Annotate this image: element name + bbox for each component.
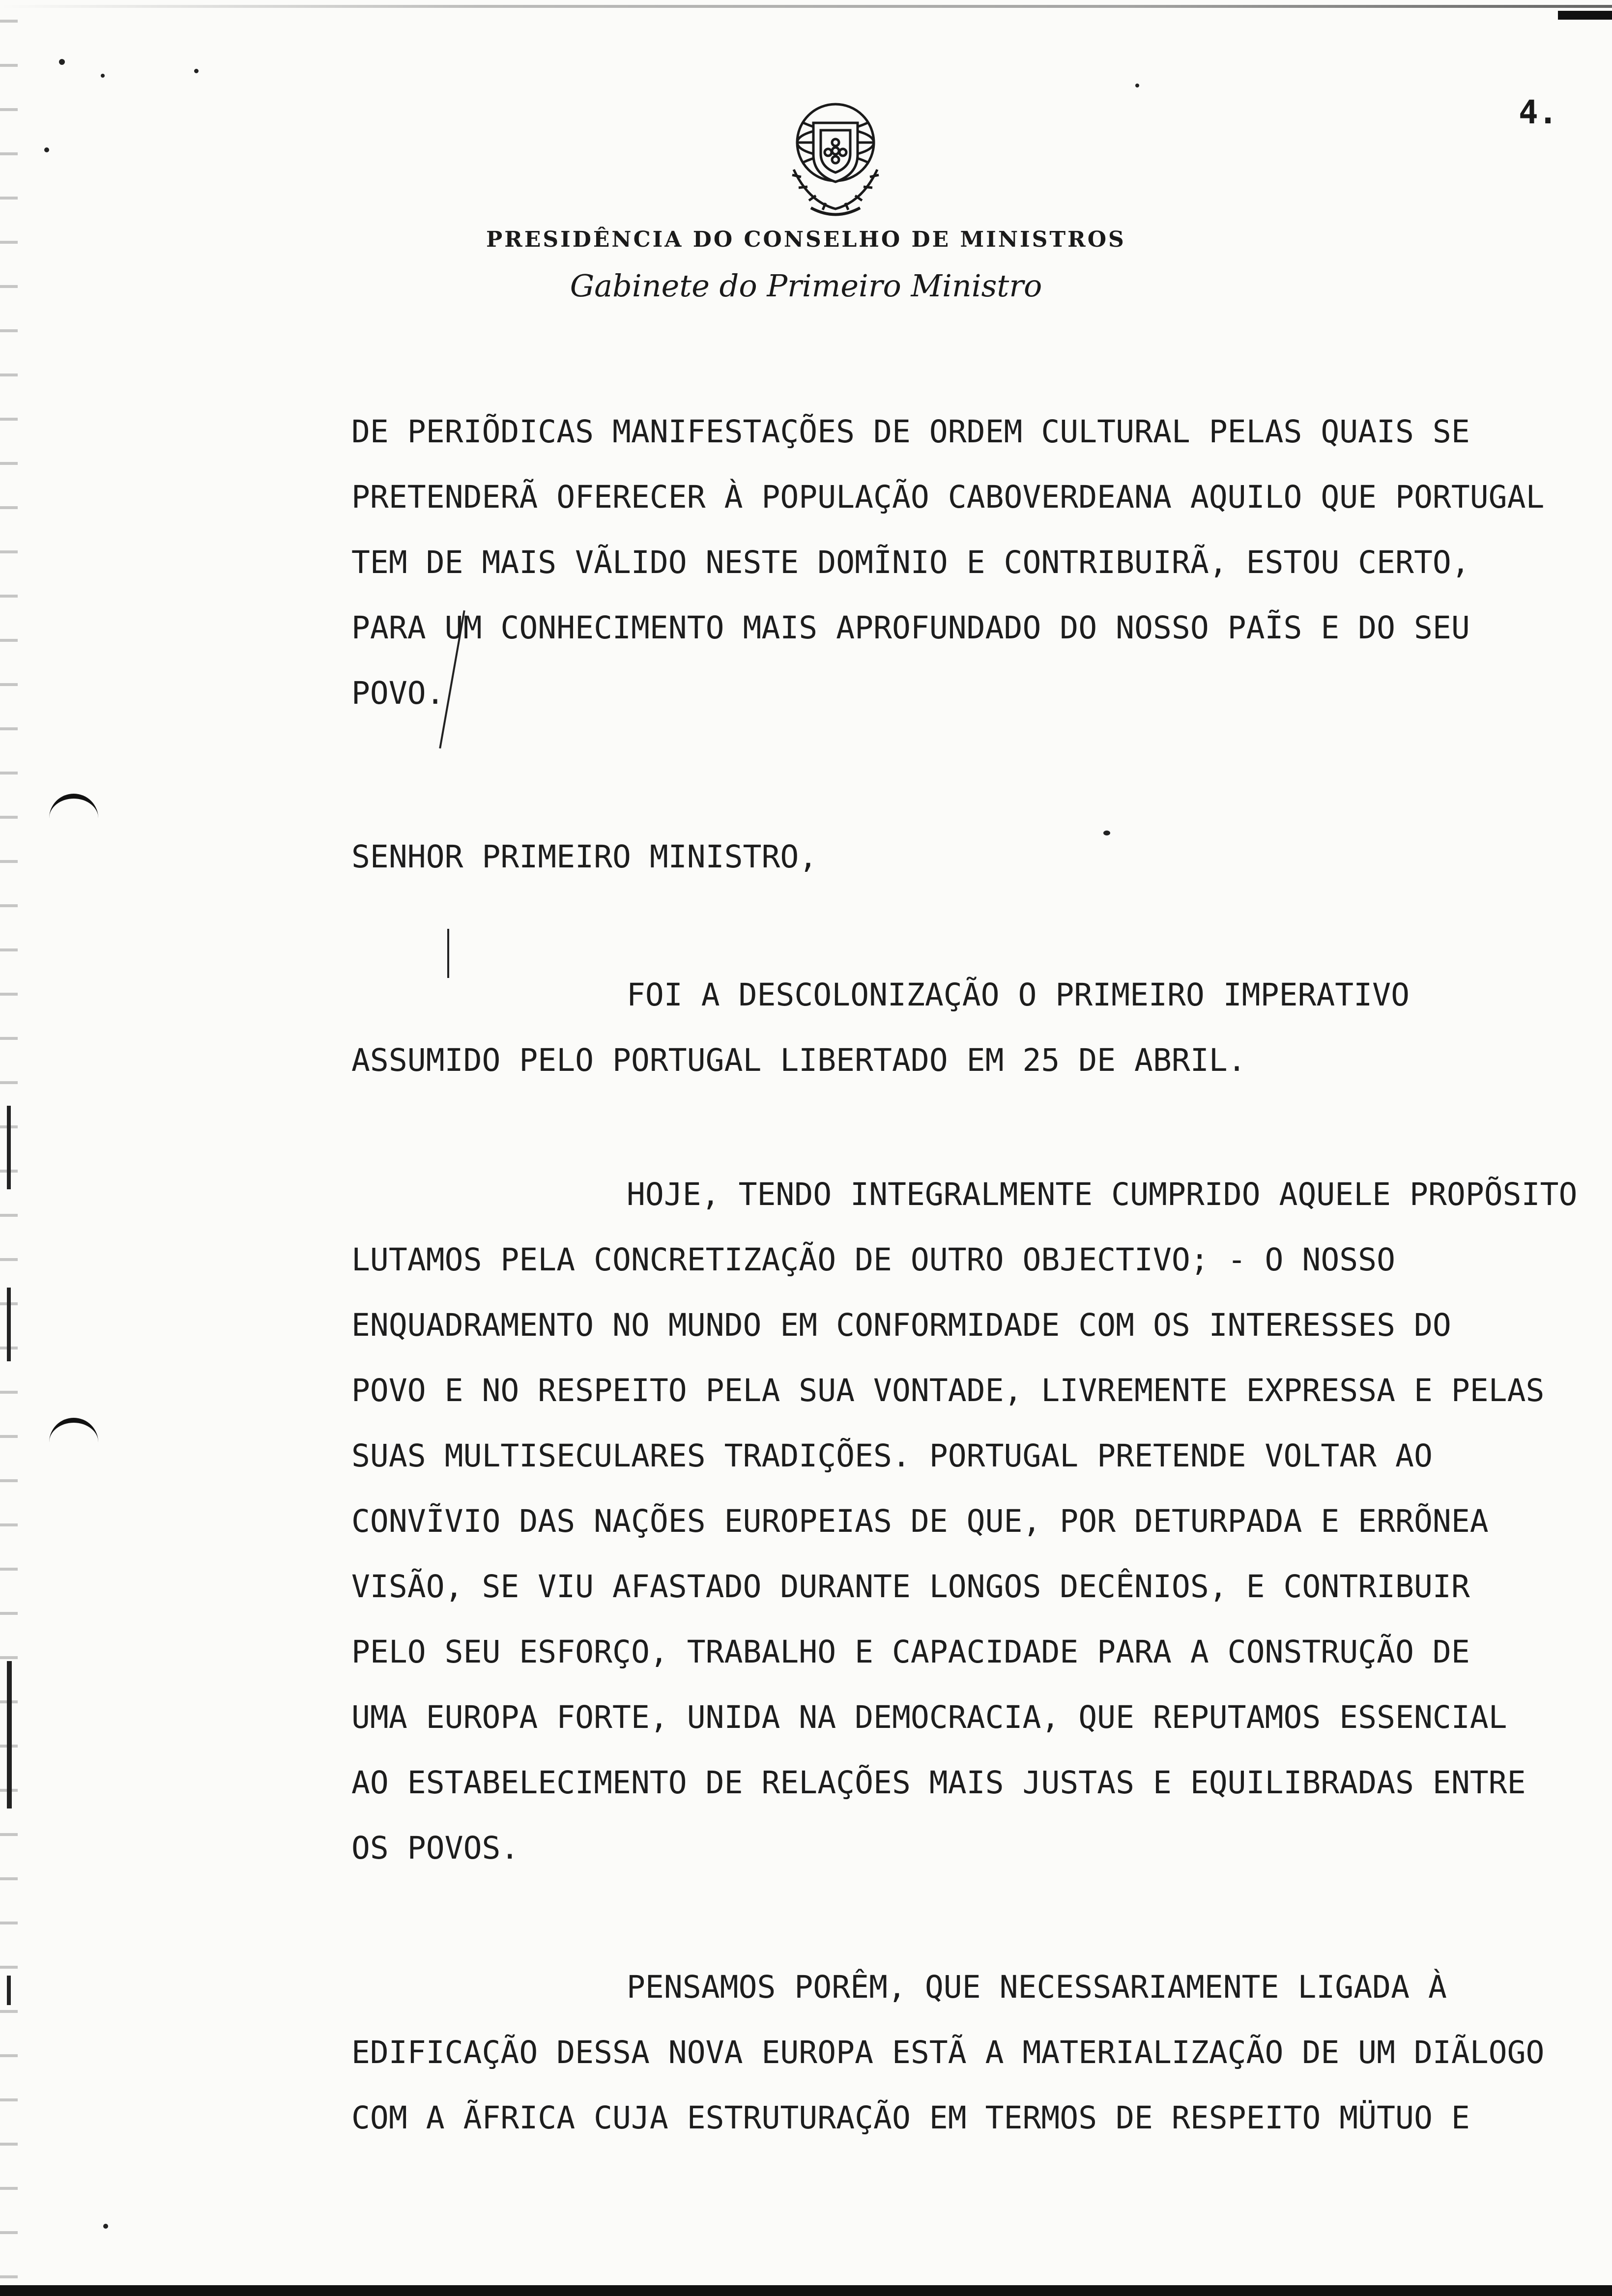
- punch-hole-mark: [49, 1418, 98, 1452]
- scan-speck: [101, 74, 105, 78]
- scan-speck: [1135, 84, 1139, 87]
- scan-left-bar: [7, 1106, 11, 1189]
- text-line: DE PERIÕDICAS MANIFESTAÇÕES DE ORDEM CULTURAL PELAS QUAIS SE: [351, 414, 1470, 450]
- text-line: EDIFICAÇÃO DESSA NOVA EUROPA ESTÃ A MATERIALIZAÇÃO DE UM DIÃLOGO: [351, 2035, 1545, 2070]
- text-line: PRETENDERÃ OFERECER À POPULAÇÃO CABOVERDEANA AQUILO QUE PORTUGAL: [351, 479, 1545, 515]
- text-line: HOJE, TENDO INTEGRALMENTE CUMPRIDO AQUELE PROPÕSITO: [627, 1177, 1578, 1212]
- paragraph: [351, 1162, 1612, 1881]
- paragraph: [351, 399, 1612, 726]
- coat-of-arms-icon: [774, 96, 897, 224]
- salutation: [351, 824, 1612, 890]
- text-line: FOI A DESCOLONIZAÇÃO O PRIMEIRO IMPERATIVO: [627, 977, 1410, 1013]
- scan-left-bar: [7, 1976, 11, 2005]
- letter-body: [351, 399, 1612, 2151]
- text-line: VISÃO, SE VIU AFASTADO DURANTE LONGOS DECÊNIOS, E CONTRIBUIR: [351, 1569, 1470, 1605]
- text-line: COM A ÃFRICA CUJA ESTRUTURAÇÃO EM TERMOS DE RESPEITO MÜTUO E: [351, 2100, 1470, 2136]
- text-line: TEM DE MAIS VÃLIDO NESTE DOMĨNIO E CONTRIBUIRÃ, ESTOU CERTO,: [351, 545, 1470, 580]
- text-line: CONVĨVIO DAS NAÇÕES EUROPEIAS DE QUE, POR DETURPADA E ERRÕNEA: [351, 1503, 1489, 1539]
- text-line: PELO SEU ESFORÇO, TRABALHO E CAPACIDADE PARA A CONSTRUÇÃO DE: [351, 1634, 1470, 1670]
- scan-speck: [103, 2224, 108, 2229]
- page-number: 4.: [1519, 93, 1558, 131]
- text-line: PARA UM CONHECIMENTO MAIS APROFUNDADO DO NOSSO PAĨS E DO SEU: [351, 610, 1470, 646]
- scan-left-bar: [7, 1288, 11, 1361]
- punch-hole-mark: [49, 794, 98, 828]
- organization-title: PRESIDÊNCIA DO CONSELHO DE MINISTROS: [486, 227, 1126, 252]
- scan-speck: [44, 147, 49, 152]
- paragraph: [351, 962, 1612, 1093]
- text-line: SENHOR PRIMEIRO MINISTRO,: [351, 839, 818, 875]
- text-line: POVO E NO RESPEITO PELA SUA VONTADE, LIVREMENTE EXPRESSA E PELAS: [351, 1373, 1545, 1408]
- scan-bottom-edge: [0, 2285, 1612, 2296]
- scan-speck: [194, 69, 199, 73]
- text-line: UMA EUROPA FORTE, UNIDA NA DEMOCRACIA, QUE REPUTAMOS ESSENCIAL: [351, 1699, 1507, 1735]
- scan-left-bar: [7, 1661, 12, 1808]
- paragraph: [351, 1954, 1612, 2151]
- text-line: ASSUMIDO PELO PORTUGAL LIBERTADO EM 25 DE ABRIL.: [351, 1042, 1246, 1078]
- text-line: OS POVOS.: [351, 1830, 519, 1866]
- scan-speck: [59, 59, 65, 65]
- text-line: SUAS MULTISECULARES TRADIÇÕES. PORTUGAL PRETENDE VOLTAR AO: [351, 1438, 1433, 1474]
- text-line: ENQUADRAMENTO NO MUNDO EM CONFORMIDADE COM OS INTERESSES DO: [351, 1307, 1451, 1343]
- text-line: POVO.: [351, 675, 445, 711]
- scan-top-edge: [0, 5, 1612, 8]
- text-line: LUTAMOS PELA CONCRETIZAÇÃO DE OUTRO OBJECTIVO; - O NOSSO: [351, 1242, 1396, 1278]
- text-line: AO ESTABELECIMENTO DE RELAÇÕES MAIS JUSTAS E EQUILIBRADAS ENTRE: [351, 1765, 1526, 1801]
- scan-corner-mark: [1558, 11, 1612, 20]
- office-subtitle: Gabinete do Primeiro Ministro: [570, 268, 1042, 304]
- text-line: PENSAMOS PORÊM, QUE NECESSARIAMENTE LIGADA À: [627, 1969, 1447, 2005]
